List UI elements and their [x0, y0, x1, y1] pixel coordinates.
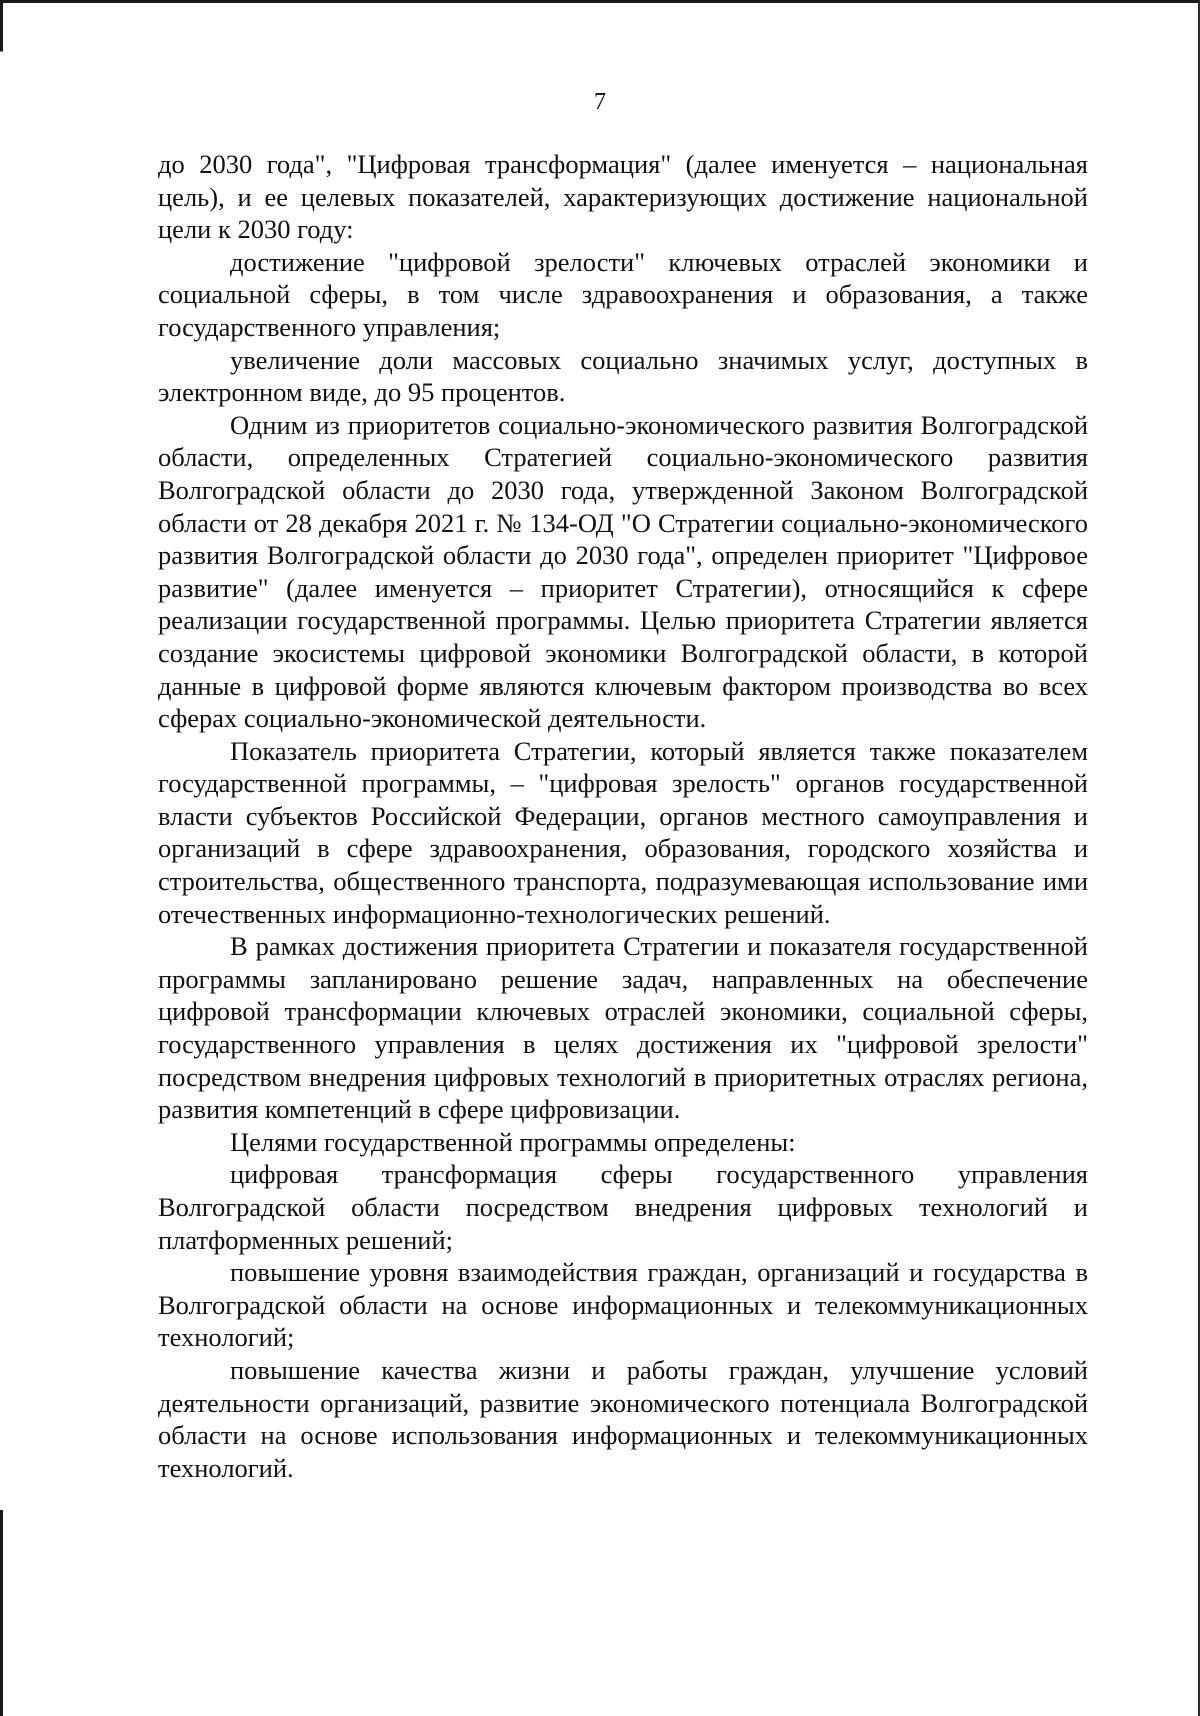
- paragraph-planned-tasks: В рамках достижения приоритета Стратегии и показателя государственной программы запланировано решение задач, направленных на обеспечение цифровой трансформации ключевых отраслей экономики, социальной сферы, государственного управления в целях достижения их "цифровой зрелости" посредством внедрения цифровых технологий в приоритетных отраслях региона, развития компетенций в сфере цифровизации.: [158, 931, 1088, 1125]
- paragraph-national-goal: до 2030 года", "Цифровая трансформация" (далее именуется – национальная цель), и ее целевых показателей, характеризующих достижение национальной цели к 2030 году:: [158, 149, 1088, 245]
- paragraph-goal-interaction: повышение уровня взаимодействия граждан, организаций и государства в Волгоградской области на основе информационных и телекоммуникационных технологий;: [158, 1257, 1088, 1353]
- scan-border-top: [0, 0, 1200, 3]
- paragraph-digital-maturity: достижение "цифровой зрелости" ключевых отраслей экономики и социальной сферы, в том числе здравоохранения и образования, а также государственного управления;: [158, 246, 1088, 342]
- paragraph-goal-quality-of-life: повышение качества жизни и работы граждан, улучшение условий деятельности организаций, развитие экономического потенциала Волгоградской области на основе использования информационных и телекоммуникационных технологий.: [158, 1354, 1088, 1483]
- document-body: [158, 148, 1088, 1484]
- paragraph-goal-public-administration: цифровая трансформация сферы государственного управления Волгоградской области посредством внедрения цифровых технологий и платформенных решений;: [158, 1159, 1088, 1255]
- paragraph-electronic-services: увеличение доли массовых социально значимых услуг, доступных в электронном виде, до 95 процентов.: [158, 344, 1088, 408]
- paragraph-strategy-priority: Одним из приоритетов социально-экономического развития Волгоградской области, определенных Стратегией социально-экономического развития Волгоградской области до 2030 года, утвержденной Законом Волгоградской области от 28 декабря 2021 г. № 134-ОД "О Стратегии социально-экономического развития Волгоградской области до 2030 года", определен приоритет "Цифровое развитие" (далее именуется – приоритет Стратегии), относящийся к сфере реализации государственной программы. Целью приоритета Стратегии является создание экосистемы цифровой экономики Волгоградской области, в которой данные в цифровой форме являются ключевым фактором производства во всех сферах социально-экономической деятельности.: [158, 409, 1088, 734]
- paragraph-goals-heading: Целями государственной программы определены:: [230, 1126, 796, 1157]
- scan-border-left: [0, 0, 3, 1716]
- page-number: 7: [594, 89, 606, 115]
- paragraph-priority-indicator: Показатель приоритета Стратегии, который является также показателем государственной программы, – "цифровая зрелость" органов государственной власти субъектов Российской Федерации, органов местного самоуправления и организаций в сфере здравоохранения, образования, городского хозяйства и строительства, общественного транспорта, подразумевающая использование ими отечественных информационно-технологических решений.: [158, 735, 1088, 929]
